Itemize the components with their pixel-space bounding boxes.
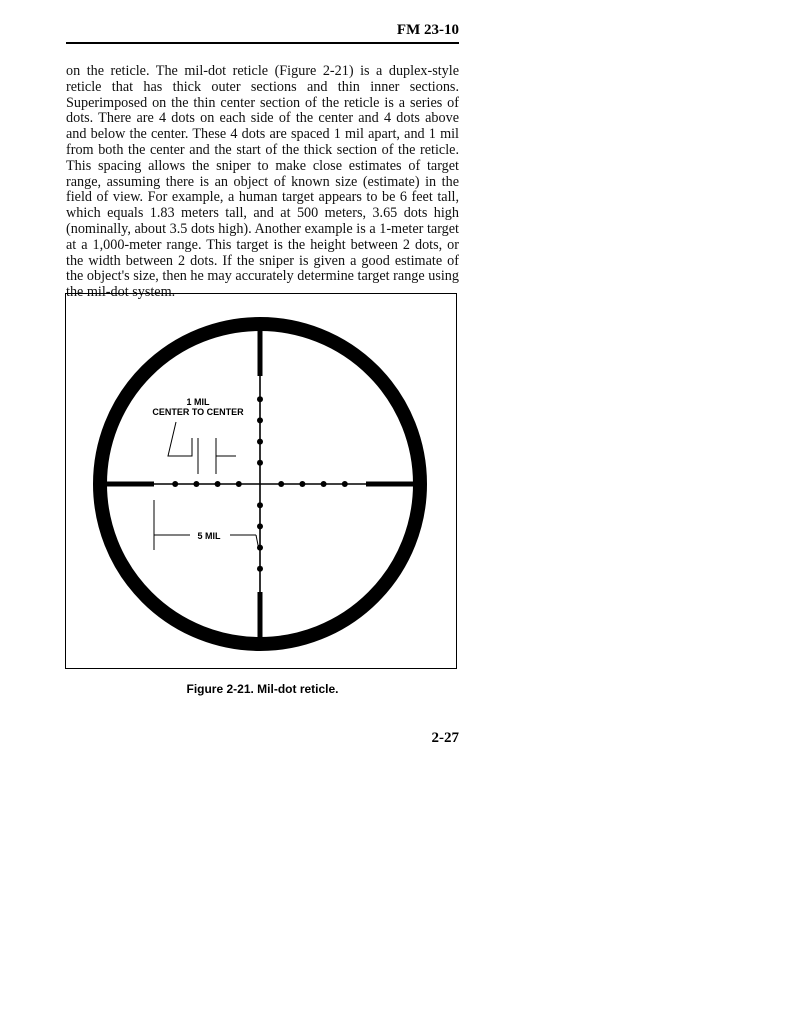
mil-dot-left-3 xyxy=(193,481,199,487)
page-header xyxy=(66,24,459,44)
mil-dot-up-3 xyxy=(257,417,263,423)
mil-dot-right-1 xyxy=(278,481,284,487)
mil-dot-down-1 xyxy=(257,502,263,508)
manual-id: FM 23-10 xyxy=(396,22,459,38)
mil-dot-up-2 xyxy=(257,439,263,445)
reticle-figure xyxy=(65,293,457,669)
page-number: 2-27 xyxy=(431,730,459,746)
mil-dot-up-4 xyxy=(257,396,263,402)
one-mil-bracket-left xyxy=(168,422,192,456)
label-1-mil: 1 MIL xyxy=(186,397,210,407)
mil-dot-reticle-diagram xyxy=(66,294,458,670)
mil-dot-right-3 xyxy=(321,481,327,487)
mil-dot-down-2 xyxy=(257,523,263,529)
label-center-to-center: CENTER TO CENTER xyxy=(152,407,244,417)
figure-caption: Figure 2-21. Mil-dot reticle. xyxy=(186,682,339,696)
mil-dot-down-4 xyxy=(257,566,263,572)
label-5-mil: 5 MIL xyxy=(197,531,221,541)
mil-dot-right-2 xyxy=(299,481,305,487)
body-paragraph: on the reticle. The mil-dot reticle (Figure 2-21) is a duplex-style reticle that has thick outer sections and thin inner sections. Superimposed on the thin center section of the reticle is a series of dots. There are 4 dots on each side of the center and 4 dots above and below the center. These 4 dots are spaced 1 mil apart, and 1 mil from both the center and the start of the thick section of the reticle. This spacing allows the sniper to make close estimates of target range, assuming there is an object of known size (estimate) in the field of view. For example, a human target appears to be 6 feet tall, which equals 1.83 meters tall, and at 500 meters, 3.65 dots high (nominally, about 3.5 dots high). Another example is a 1-meter target at a 1,000-meter range. This target is the height between 2 dots, or the width between 2 dots. If the sniper is given a good estimate of the object's size, then he may accurately determine target range using the mil-dot system. xyxy=(66,63,459,301)
mil-dot-left-1 xyxy=(236,481,242,487)
mil-dot-right-4 xyxy=(342,481,348,487)
mil-dot-left-4 xyxy=(172,481,178,487)
mil-dot-up-1 xyxy=(257,460,263,466)
mil-dot-left-2 xyxy=(215,481,221,487)
